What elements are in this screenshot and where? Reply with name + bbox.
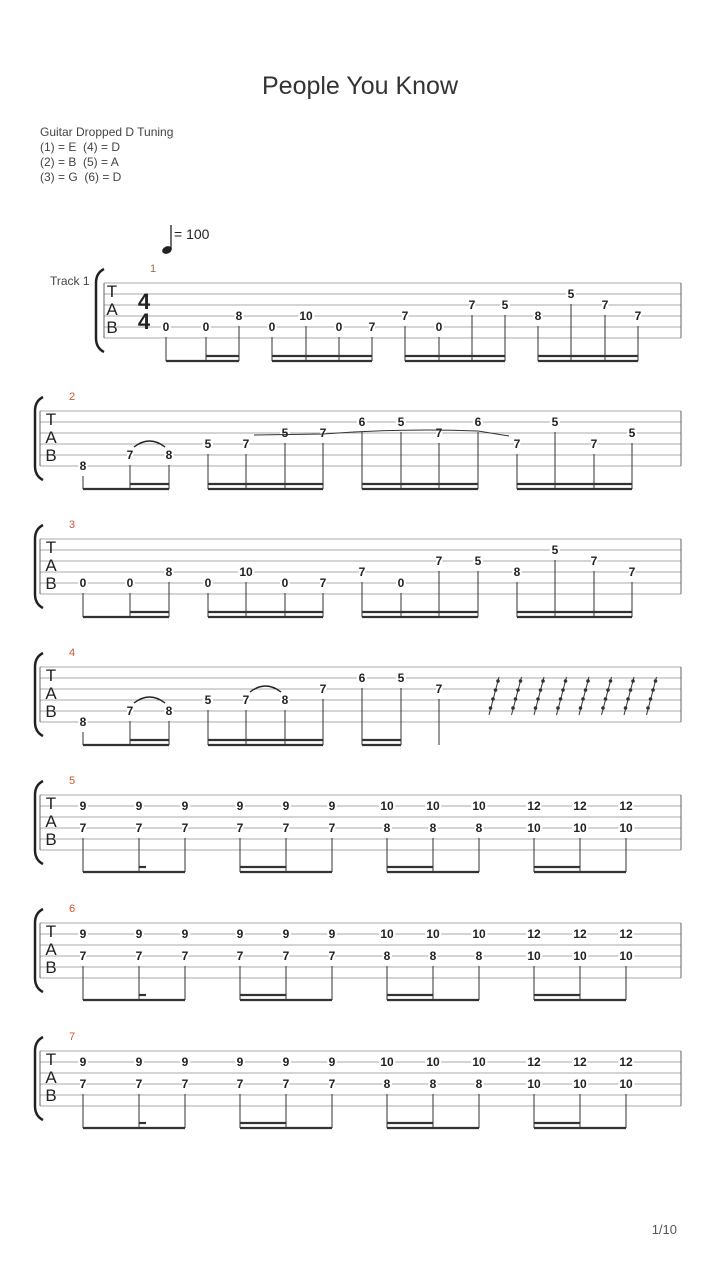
fret-number: 7 [628, 565, 636, 579]
fret-number: 10 [619, 1077, 633, 1091]
fret-number: 12 [573, 1055, 587, 1069]
fret-number: 5 [397, 671, 405, 685]
fret-number: 8 [165, 704, 173, 718]
fret-number: 0 [79, 576, 87, 590]
tab-clef-letter: T [45, 538, 57, 557]
measure-number: 2 [68, 391, 76, 403]
fret-number: 10 [380, 927, 394, 941]
fret-number: 10 [527, 949, 541, 963]
system-bracket [35, 1037, 43, 1120]
tab-clef-letter: A [45, 428, 57, 447]
fret-number: 9 [181, 799, 189, 813]
tab-clef-letter: B [45, 702, 57, 721]
fret-number: 5 [204, 437, 212, 451]
fret-number: 0 [204, 576, 212, 590]
tab-clef-letter: T [45, 666, 57, 685]
fret-number: 7 [282, 949, 290, 963]
fret-number: 8 [475, 821, 483, 835]
tab-clef-letter: B [45, 574, 57, 593]
fret-number: 7 [319, 682, 327, 696]
tab-clef-letter: A [45, 812, 57, 831]
fret-number: 7 [79, 949, 87, 963]
fret-number: 7 [601, 298, 609, 312]
fret-number: 7 [435, 554, 443, 568]
time-signature-denominator: 4 [137, 309, 151, 334]
fret-number: 10 [472, 927, 486, 941]
fret-number: 9 [135, 927, 143, 941]
fret-number: 5 [628, 426, 636, 440]
tab-clef-letter: A [106, 300, 118, 319]
fret-number: 5 [474, 554, 482, 568]
fret-number: 8 [281, 693, 289, 707]
fret-number: 0 [397, 576, 405, 590]
fret-number: 7 [513, 437, 521, 451]
rhythm-slash-dot [646, 706, 650, 710]
fret-number: 7 [181, 821, 189, 835]
fret-number: 8 [429, 1077, 437, 1091]
rhythm-slash-dot [629, 688, 633, 692]
fret-number: 10 [573, 949, 587, 963]
fret-number: 12 [527, 927, 541, 941]
fret-number: 0 [202, 320, 210, 334]
fret-number: 7 [282, 1077, 290, 1091]
fret-number: 9 [236, 1055, 244, 1069]
tab-clef-letter: A [45, 556, 57, 575]
fret-number: 7 [468, 298, 476, 312]
tab-clef-letter: A [45, 940, 57, 959]
fret-number: 10 [527, 1077, 541, 1091]
fret-number: 9 [181, 927, 189, 941]
tab-clef-letter: T [45, 1050, 57, 1069]
rhythm-slash-dot [561, 688, 565, 692]
rhythm-slash-dot [584, 688, 588, 692]
fret-number: 7 [135, 1077, 143, 1091]
fret-number: 12 [573, 927, 587, 941]
fret-number: 7 [368, 320, 376, 334]
rhythm-slash-dot [556, 706, 560, 710]
song-title: People You Know [261, 72, 458, 100]
rhythm-slash-dot [581, 697, 585, 701]
fret-number: 7 [236, 949, 244, 963]
rhythm-slash-dot [651, 688, 655, 692]
rhythm-slash-dot [654, 679, 658, 683]
fret-number: 7 [435, 682, 443, 696]
tab-clef-letter: B [106, 318, 118, 337]
tab-clef-letter: T [45, 794, 57, 813]
fret-number: 9 [79, 927, 87, 941]
rhythm-slash-dot [609, 679, 613, 683]
fret-number: 0 [281, 576, 289, 590]
fret-number: 9 [328, 927, 336, 941]
rhythm-slash-dot [491, 697, 495, 701]
rhythm-slash-dot [604, 697, 608, 701]
fret-number: 8 [165, 448, 173, 462]
fret-number: 7 [181, 949, 189, 963]
fret-number: 10 [573, 821, 587, 835]
fret-number: 10 [472, 1055, 486, 1069]
fret-number: 5 [397, 415, 405, 429]
fret-number: 10 [619, 949, 633, 963]
measure-number: 4 [68, 647, 76, 659]
fret-number: 12 [619, 799, 633, 813]
fret-number: 12 [619, 1055, 633, 1069]
rhythm-slash-dot [496, 679, 500, 683]
fret-number: 10 [573, 1077, 587, 1091]
tuning-line: (3) = G (6) = D [40, 170, 122, 184]
fret-number: 8 [475, 949, 483, 963]
fret-number: 7 [242, 693, 250, 707]
fret-number: 6 [474, 415, 482, 429]
fret-number: 7 [242, 437, 250, 451]
fret-number: 7 [319, 426, 327, 440]
fret-number: 7 [634, 309, 642, 323]
fret-number: 8 [383, 949, 391, 963]
fret-number: 9 [135, 799, 143, 813]
tab-clef-letter: B [45, 446, 57, 465]
system-bracket [35, 909, 43, 992]
fret-number: 10 [380, 1055, 394, 1069]
fret-number: 7 [328, 949, 336, 963]
fret-number: 8 [235, 309, 243, 323]
measure-number: 3 [68, 519, 76, 531]
fret-number: 7 [135, 949, 143, 963]
fret-number: 7 [435, 426, 443, 440]
rhythm-slash-dot [511, 706, 515, 710]
fret-number: 9 [282, 1055, 290, 1069]
fret-number: 7 [236, 1077, 244, 1091]
fret-number: 10 [299, 309, 313, 323]
fret-number: 5 [551, 543, 559, 557]
tuning-name: Guitar Dropped D Tuning [40, 125, 174, 139]
fret-number: 8 [165, 565, 173, 579]
rhythm-slash-dot [649, 697, 653, 701]
system-bracket [35, 397, 43, 480]
measure-number: 5 [68, 775, 76, 787]
fret-number: 9 [236, 927, 244, 941]
fret-number: 8 [429, 949, 437, 963]
fret-number: 7 [236, 821, 244, 835]
measure-number: 1 [149, 263, 157, 275]
fret-number: 9 [236, 799, 244, 813]
fret-number: 7 [181, 1077, 189, 1091]
fret-number: 0 [126, 576, 134, 590]
fret-number: 10 [527, 821, 541, 835]
fret-number: 7 [126, 448, 134, 462]
page-number: 1/10 [651, 1222, 677, 1237]
fret-number: 7 [126, 704, 134, 718]
fret-number: 0 [335, 320, 343, 334]
fret-number: 8 [429, 821, 437, 835]
fret-number: 6 [358, 671, 366, 685]
system-bracket [35, 653, 43, 736]
measure-number: 6 [68, 903, 76, 915]
fret-number: 10 [426, 1055, 440, 1069]
fret-number: 7 [590, 554, 598, 568]
fret-number: 7 [358, 565, 366, 579]
fret-number: 5 [501, 298, 509, 312]
tuning-line: (2) = B (5) = A [40, 155, 119, 169]
fret-number: 12 [619, 927, 633, 941]
rhythm-slash-dot [606, 688, 610, 692]
rhythm-slash-dot [624, 706, 628, 710]
fret-number: 5 [204, 693, 212, 707]
time-signature-numerator: 4 [137, 289, 151, 314]
fret-number: 0 [162, 320, 170, 334]
fret-number: 7 [328, 1077, 336, 1091]
measure-number: 7 [68, 1031, 76, 1043]
tab-clef-letter: B [45, 958, 57, 977]
rhythm-slash-dot [586, 679, 590, 683]
rhythm-slash-dot [494, 688, 498, 692]
rhythm-slash-dot [514, 697, 518, 701]
fret-number: 9 [135, 1055, 143, 1069]
system-bracket [35, 781, 43, 864]
fret-number: 10 [426, 799, 440, 813]
tab-clef-letter: A [45, 1068, 57, 1087]
tab-clef-letter: T [106, 282, 118, 301]
fret-number: 8 [513, 565, 521, 579]
fret-number: 9 [79, 799, 87, 813]
track-label: Track 1 [50, 274, 90, 288]
fret-number: 8 [534, 309, 542, 323]
fret-number: 12 [527, 1055, 541, 1069]
tab-clef-letter: A [45, 684, 57, 703]
system-bracket [96, 269, 104, 352]
fret-number: 10 [472, 799, 486, 813]
fret-number: 9 [282, 799, 290, 813]
rhythm-slash-dot [516, 688, 520, 692]
rhythm-slash-dot [536, 697, 540, 701]
fret-number: 9 [181, 1055, 189, 1069]
rhythm-slash-dot [601, 706, 605, 710]
fret-number: 9 [282, 927, 290, 941]
fret-number: 7 [135, 821, 143, 835]
fret-number: 8 [475, 1077, 483, 1091]
fret-number: 7 [590, 437, 598, 451]
fret-number: 7 [79, 1077, 87, 1091]
fret-number: 5 [567, 287, 575, 301]
fret-number: 6 [358, 415, 366, 429]
fret-number: 9 [328, 799, 336, 813]
tempo-value: = 100 [174, 226, 210, 242]
fret-number: 8 [79, 715, 87, 729]
fret-number: 9 [79, 1055, 87, 1069]
fret-number: 5 [281, 426, 289, 440]
rhythm-slash-dot [559, 697, 563, 701]
fret-number: 10 [426, 927, 440, 941]
rhythm-slash-dot [631, 679, 635, 683]
fret-number: 7 [79, 821, 87, 835]
fret-number: 7 [328, 821, 336, 835]
rhythm-slash-dot [626, 697, 630, 701]
tab-clef-letter: T [45, 410, 57, 429]
fret-number: 0 [268, 320, 276, 334]
rhythm-slash-dot [579, 706, 583, 710]
fret-number: 7 [401, 309, 409, 323]
rhythm-slash-dot [539, 688, 543, 692]
fret-number: 0 [435, 320, 443, 334]
fret-number: 10 [619, 821, 633, 835]
rhythm-slash-dot [489, 706, 493, 710]
tab-clef-letter: B [45, 830, 57, 849]
rhythm-slash-dot [534, 706, 538, 710]
system-bracket [35, 525, 43, 608]
fret-number: 8 [383, 1077, 391, 1091]
tuning-line: (1) = E (4) = D [40, 140, 121, 154]
fret-number: 10 [380, 799, 394, 813]
fret-number: 8 [79, 459, 87, 473]
rhythm-slash-dot [541, 679, 545, 683]
fret-number: 12 [527, 799, 541, 813]
fret-number: 5 [551, 415, 559, 429]
fret-number: 10 [239, 565, 253, 579]
fret-number: 9 [328, 1055, 336, 1069]
fret-number: 7 [319, 576, 327, 590]
rhythm-slash-dot [519, 679, 523, 683]
fret-number: 12 [573, 799, 587, 813]
fret-number: 7 [282, 821, 290, 835]
fret-number: 8 [383, 821, 391, 835]
rhythm-slash-dot [564, 679, 568, 683]
tab-clef-letter: B [45, 1086, 57, 1105]
tab-clef-letter: T [45, 922, 57, 941]
